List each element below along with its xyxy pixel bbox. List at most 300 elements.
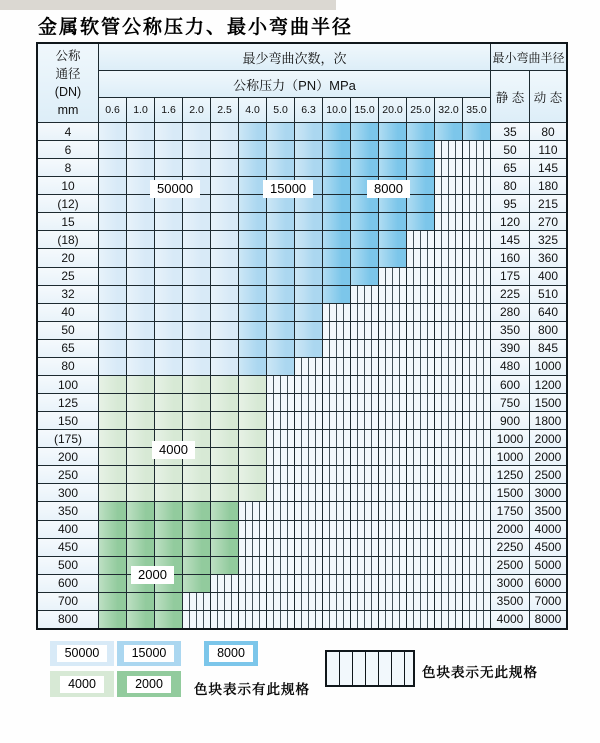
- dynamic-value-cell: 7000: [530, 593, 566, 610]
- no-spec-cell: [435, 466, 462, 483]
- no-spec-cell: [239, 502, 266, 519]
- bend-cycles-cell: [323, 177, 350, 194]
- pressure-header-cell: 35.0: [463, 98, 490, 122]
- static-value-cell: 120: [491, 213, 529, 230]
- bend-cycles-cell: [295, 304, 322, 321]
- bend-cycles-cell: [323, 231, 350, 248]
- no-spec-cell: [351, 502, 378, 519]
- dynamic-value-cell: 400: [530, 268, 566, 285]
- bend-count-label: 2000: [131, 566, 174, 584]
- bend-cycles-cell: [127, 466, 154, 483]
- no-spec-cell: [379, 394, 406, 411]
- dn-label-cell: 600: [38, 575, 98, 592]
- no-spec-cell: [295, 611, 322, 628]
- no-spec-cell: [295, 412, 322, 429]
- legend-swatch-15000: [117, 641, 181, 666]
- bend-cycles-cell: [155, 611, 182, 628]
- no-spec-cell: [379, 539, 406, 556]
- no-spec-cell: [267, 521, 294, 538]
- bend-cycles-cell: [183, 123, 210, 140]
- no-spec-cell: [407, 521, 434, 538]
- no-spec-cell: [463, 575, 490, 592]
- no-spec-cell: [211, 575, 238, 592]
- no-spec-cell: [407, 557, 434, 574]
- no-spec-cell: [463, 430, 490, 447]
- bend-cycles-cell: [127, 286, 154, 303]
- static-value-cell: 1500: [491, 484, 529, 501]
- static-value-cell: 160: [491, 249, 529, 266]
- bend-cycles-cell: [267, 322, 294, 339]
- bend-cycles-cell: [155, 231, 182, 248]
- static-value-cell: 2000: [491, 521, 529, 538]
- no-spec-cell: [323, 448, 350, 465]
- no-spec-cell: [267, 502, 294, 519]
- no-spec-cell: [463, 159, 490, 176]
- bend-cycles-cell: [99, 448, 126, 465]
- no-spec-cell: [323, 575, 350, 592]
- no-spec-cell: [435, 575, 462, 592]
- bend-cycles-cell: [127, 448, 154, 465]
- no-spec-cell: [239, 557, 266, 574]
- no-spec-cell: [267, 430, 294, 447]
- no-spec-cell: [379, 304, 406, 321]
- bend-cycles-cell: [127, 141, 154, 158]
- dn-label-cell: 65: [38, 340, 98, 357]
- pressure-header-cell: 2.5: [211, 98, 238, 122]
- static-value-cell: 900: [491, 412, 529, 429]
- bend-cycles-cell: [183, 466, 210, 483]
- dynamic-value-cell: 1200: [530, 376, 566, 393]
- bend-cycles-cell: [239, 249, 266, 266]
- no-spec-cell: [211, 611, 238, 628]
- no-spec-cell: [435, 430, 462, 447]
- bend-cycles-cell: [351, 141, 378, 158]
- no-spec-cell: [323, 611, 350, 628]
- bend-cycles-cell: [127, 249, 154, 266]
- dynamic-value-cell: 80: [530, 123, 566, 140]
- dn-label-cell: (175): [38, 430, 98, 447]
- bend-cycles-cell: [99, 376, 126, 393]
- bend-cycles-cell: [155, 304, 182, 321]
- bend-cycles-cell: [155, 376, 182, 393]
- bend-cycles-cell: [127, 376, 154, 393]
- no-spec-cell: [463, 268, 490, 285]
- bend-cycles-cell: [267, 231, 294, 248]
- no-spec-cell: [407, 593, 434, 610]
- dn-label-cell: 8: [38, 159, 98, 176]
- bend-cycles-cell: [267, 340, 294, 357]
- static-value-cell: 65: [491, 159, 529, 176]
- bend-cycles-cell: [127, 539, 154, 556]
- dynamic-value-cell: 215: [530, 195, 566, 212]
- no-spec-cell: [323, 376, 350, 393]
- dynamic-value-cell: 5000: [530, 557, 566, 574]
- dn-label-cell: 25: [38, 268, 98, 285]
- bend-cycles-cell: [183, 575, 210, 592]
- bend-cycles-cell: [99, 141, 126, 158]
- bend-count-label: 4000: [152, 441, 195, 459]
- bend-cycles-cell: [295, 141, 322, 158]
- bend-cycles-cell: [183, 249, 210, 266]
- no-spec-cell: [435, 231, 462, 248]
- pressure-header-cell: 0.6: [99, 98, 126, 122]
- bend-cycles-cell: [99, 593, 126, 610]
- bend-cycles-cell: [155, 593, 182, 610]
- no-spec-cell: [323, 539, 350, 556]
- static-value-cell: 3000: [491, 575, 529, 592]
- bend-cycles-cell: [99, 195, 126, 212]
- bend-cycles-cell: [211, 394, 238, 411]
- bend-cycles-cell: [211, 249, 238, 266]
- bend-cycles-cell: [127, 611, 154, 628]
- no-spec-cell: [435, 521, 462, 538]
- dynamic-value-cell: 6000: [530, 575, 566, 592]
- dn-label-cell: 200: [38, 448, 98, 465]
- bend-cycles-cell: [127, 231, 154, 248]
- legend-text-no-spec: 色块表示无此规格: [422, 665, 538, 680]
- legend-swatch-label: 4000: [60, 676, 104, 693]
- dynamic-value-cell: 4500: [530, 539, 566, 556]
- no-spec-cell: [295, 376, 322, 393]
- static-value-cell: 4000: [491, 611, 529, 628]
- no-spec-cell: [407, 575, 434, 592]
- no-spec-cell: [463, 539, 490, 556]
- bend-count-label: 50000: [150, 180, 200, 198]
- bend-cycles-cell: [99, 322, 126, 339]
- bend-cycles-cell: [407, 141, 434, 158]
- static-value-cell: 1250: [491, 466, 529, 483]
- bend-cycles-cell: [155, 123, 182, 140]
- bend-cycles-cell: [239, 466, 266, 483]
- header-dn-line2: 通径: [55, 67, 81, 81]
- static-value-cell: 95: [491, 195, 529, 212]
- bend-cycles-cell: [99, 412, 126, 429]
- static-value-cell: 480: [491, 358, 529, 375]
- no-spec-cell: [351, 466, 378, 483]
- dn-label-cell: 500: [38, 557, 98, 574]
- no-spec-cell: [379, 322, 406, 339]
- no-spec-cell: [239, 611, 266, 628]
- dn-label-cell: 100: [38, 376, 98, 393]
- bend-cycles-cell: [99, 358, 126, 375]
- dynamic-value-cell: 270: [530, 213, 566, 230]
- bend-cycles-cell: [323, 195, 350, 212]
- legend-hatch-box: [325, 650, 415, 687]
- dn-label-cell: (12): [38, 195, 98, 212]
- bend-cycles-cell: [267, 249, 294, 266]
- no-spec-cell: [267, 376, 294, 393]
- bend-count-label: 15000: [263, 180, 313, 198]
- static-value-cell: 2500: [491, 557, 529, 574]
- dynamic-value-cell: 180: [530, 177, 566, 194]
- bend-cycles-cell: [407, 177, 434, 194]
- legend-swatch-8000: [204, 641, 258, 666]
- no-spec-cell: [435, 249, 462, 266]
- no-spec-cell: [435, 322, 462, 339]
- pressure-header-cell: 5.0: [267, 98, 294, 122]
- bend-cycles-cell: [295, 340, 322, 357]
- bend-cycles-cell: [99, 304, 126, 321]
- pressure-header-cell: 2.0: [183, 98, 210, 122]
- bend-cycles-cell: [99, 394, 126, 411]
- bend-cycles-cell: [267, 286, 294, 303]
- no-spec-cell: [323, 484, 350, 501]
- bend-cycles-cell: [295, 249, 322, 266]
- no-spec-cell: [435, 177, 462, 194]
- no-spec-cell: [407, 394, 434, 411]
- no-spec-cell: [351, 575, 378, 592]
- pressure-header-cell: 15.0: [351, 98, 378, 122]
- bend-cycles-cell: [183, 394, 210, 411]
- static-value-cell: 175: [491, 268, 529, 285]
- bend-cycles-cell: [127, 322, 154, 339]
- bend-cycles-cell: [183, 286, 210, 303]
- bend-cycles-cell: [239, 195, 266, 212]
- no-spec-cell: [295, 593, 322, 610]
- bend-cycles-cell: [239, 159, 266, 176]
- bend-cycles-cell: [351, 159, 378, 176]
- bend-cycles-cell: [211, 195, 238, 212]
- no-spec-cell: [323, 466, 350, 483]
- bend-cycles-cell: [211, 322, 238, 339]
- static-value-cell: 2250: [491, 539, 529, 556]
- bend-cycles-cell: [99, 286, 126, 303]
- no-spec-cell: [463, 376, 490, 393]
- dynamic-value-cell: 800: [530, 322, 566, 339]
- bend-cycles-cell: [351, 231, 378, 248]
- bend-cycles-cell: [407, 159, 434, 176]
- no-spec-cell: [407, 358, 434, 375]
- no-spec-cell: [435, 304, 462, 321]
- no-spec-cell: [463, 249, 490, 266]
- bend-cycles-cell: [267, 141, 294, 158]
- legend-swatch-label: 15000: [124, 645, 175, 662]
- spec-table: [36, 42, 568, 630]
- no-spec-cell: [351, 611, 378, 628]
- no-spec-cell: [407, 448, 434, 465]
- bend-cycles-cell: [239, 394, 266, 411]
- bend-cycles-cell: [99, 557, 126, 574]
- legend-swatch-label: 50000: [57, 645, 108, 662]
- legend-swatch-label: 8000: [209, 645, 253, 662]
- dn-label-cell: 300: [38, 484, 98, 501]
- dn-label-cell: 15: [38, 213, 98, 230]
- no-spec-cell: [267, 611, 294, 628]
- dn-label-cell: 80: [38, 358, 98, 375]
- bend-cycles-cell: [127, 593, 154, 610]
- bend-cycles-cell: [211, 430, 238, 447]
- no-spec-cell: [463, 141, 490, 158]
- bend-cycles-cell: [211, 177, 238, 194]
- bend-cycles-cell: [211, 159, 238, 176]
- bend-cycles-cell: [267, 304, 294, 321]
- static-value-cell: 50: [491, 141, 529, 158]
- no-spec-cell: [435, 141, 462, 158]
- no-spec-cell: [407, 268, 434, 285]
- no-spec-cell: [351, 340, 378, 357]
- bend-cycles-cell: [183, 557, 210, 574]
- no-spec-cell: [379, 358, 406, 375]
- no-spec-cell: [351, 484, 378, 501]
- no-spec-cell: [463, 611, 490, 628]
- static-value-cell: 80: [491, 177, 529, 194]
- bend-cycles-cell: [239, 268, 266, 285]
- no-spec-cell: [295, 502, 322, 519]
- no-spec-cell: [323, 430, 350, 447]
- no-spec-cell: [435, 484, 462, 501]
- bend-cycles-cell: [211, 340, 238, 357]
- bend-cycles-cell: [295, 322, 322, 339]
- bend-cycles-cell: [211, 376, 238, 393]
- pressure-header-cell: 20.0: [379, 98, 406, 122]
- bend-cycles-cell: [127, 340, 154, 357]
- bend-cycles-cell: [239, 286, 266, 303]
- no-spec-cell: [463, 358, 490, 375]
- bend-cycles-cell: [99, 430, 126, 447]
- dn-label-cell: 10: [38, 177, 98, 194]
- bend-cycles-cell: [99, 231, 126, 248]
- no-spec-cell: [295, 484, 322, 501]
- no-spec-cell: [407, 466, 434, 483]
- static-value-cell: 1000: [491, 448, 529, 465]
- no-spec-cell: [379, 466, 406, 483]
- no-spec-cell: [267, 466, 294, 483]
- no-spec-cell: [267, 593, 294, 610]
- no-spec-cell: [435, 286, 462, 303]
- bend-cycles-cell: [183, 141, 210, 158]
- bend-cycles-cell: [267, 123, 294, 140]
- dynamic-value-cell: 1000: [530, 358, 566, 375]
- no-spec-cell: [295, 575, 322, 592]
- bend-cycles-cell: [127, 123, 154, 140]
- bend-cycles-cell: [239, 123, 266, 140]
- bend-cycles-cell: [99, 521, 126, 538]
- static-value-cell: 35: [491, 123, 529, 140]
- no-spec-cell: [323, 322, 350, 339]
- bend-cycles-cell: [127, 213, 154, 230]
- bend-cycles-cell: [99, 249, 126, 266]
- bend-cycles-cell: [267, 159, 294, 176]
- no-spec-cell: [435, 358, 462, 375]
- dn-label-cell: 450: [38, 539, 98, 556]
- bend-cycles-cell: [127, 358, 154, 375]
- static-value-cell: 280: [491, 304, 529, 321]
- bend-cycles-cell: [183, 376, 210, 393]
- no-spec-cell: [351, 593, 378, 610]
- bend-cycles-cell: [99, 268, 126, 285]
- dn-label-cell: 6: [38, 141, 98, 158]
- no-spec-cell: [295, 394, 322, 411]
- bend-cycles-cell: [379, 123, 406, 140]
- no-spec-cell: [267, 484, 294, 501]
- no-spec-cell: [295, 466, 322, 483]
- no-spec-cell: [295, 430, 322, 447]
- no-spec-cell: [407, 412, 434, 429]
- no-spec-cell: [323, 502, 350, 519]
- no-spec-cell: [379, 286, 406, 303]
- bend-cycles-cell: [379, 159, 406, 176]
- bend-cycles-cell: [155, 322, 182, 339]
- bend-cycles-cell: [295, 123, 322, 140]
- bend-cycles-cell: [211, 502, 238, 519]
- bend-cycles-cell: [155, 213, 182, 230]
- dn-label-cell: 400: [38, 521, 98, 538]
- dynamic-value-cell: 1800: [530, 412, 566, 429]
- bend-cycles-cell: [239, 448, 266, 465]
- bend-cycles-cell: [155, 539, 182, 556]
- dn-label-cell: 4: [38, 123, 98, 140]
- bend-cycles-cell: [239, 358, 266, 375]
- bend-cycles-cell: [155, 466, 182, 483]
- dn-label-cell: 20: [38, 249, 98, 266]
- no-spec-cell: [323, 521, 350, 538]
- no-spec-cell: [379, 484, 406, 501]
- no-spec-cell: [463, 593, 490, 610]
- no-spec-cell: [323, 340, 350, 357]
- no-spec-cell: [351, 376, 378, 393]
- bend-cycles-cell: [211, 539, 238, 556]
- no-spec-cell: [351, 448, 378, 465]
- no-spec-cell: [407, 430, 434, 447]
- bend-cycles-cell: [295, 213, 322, 230]
- no-spec-cell: [379, 611, 406, 628]
- bend-cycles-cell: [99, 575, 126, 592]
- bend-cycles-cell: [323, 141, 350, 158]
- bend-cycles-cell: [127, 304, 154, 321]
- no-spec-cell: [351, 521, 378, 538]
- no-spec-cell: [463, 502, 490, 519]
- no-spec-cell: [407, 340, 434, 357]
- bend-cycles-cell: [379, 141, 406, 158]
- no-spec-cell: [183, 593, 210, 610]
- no-spec-cell: [379, 593, 406, 610]
- no-spec-cell: [211, 593, 238, 610]
- static-value-cell: 145: [491, 231, 529, 248]
- no-spec-cell: [295, 521, 322, 538]
- bend-cycles-cell: [183, 268, 210, 285]
- no-spec-cell: [323, 394, 350, 411]
- header-dn: [38, 44, 98, 122]
- no-spec-cell: [379, 502, 406, 519]
- bend-cycles-cell: [323, 159, 350, 176]
- no-spec-cell: [379, 575, 406, 592]
- bend-cycles-cell: [351, 268, 378, 285]
- dynamic-value-cell: 640: [530, 304, 566, 321]
- dn-label-cell: 150: [38, 412, 98, 429]
- bend-cycles-cell: [239, 484, 266, 501]
- bend-cycles-cell: [379, 231, 406, 248]
- bend-cycles-cell: [211, 557, 238, 574]
- no-spec-cell: [435, 376, 462, 393]
- no-spec-cell: [407, 502, 434, 519]
- bend-cycles-cell: [127, 484, 154, 501]
- no-spec-cell: [463, 213, 490, 230]
- dn-label-cell: 32: [38, 286, 98, 303]
- bend-cycles-cell: [211, 358, 238, 375]
- static-value-cell: 600: [491, 376, 529, 393]
- static-value-cell: 390: [491, 340, 529, 357]
- bend-cycles-cell: [155, 358, 182, 375]
- dn-label-cell: (18): [38, 231, 98, 248]
- bend-cycles-cell: [127, 268, 154, 285]
- no-spec-cell: [351, 539, 378, 556]
- dynamic-value-cell: 325: [530, 231, 566, 248]
- bend-cycles-cell: [239, 340, 266, 357]
- bend-cycles-cell: [239, 430, 266, 447]
- no-spec-cell: [295, 358, 322, 375]
- no-spec-cell: [379, 448, 406, 465]
- bend-cycles-cell: [239, 304, 266, 321]
